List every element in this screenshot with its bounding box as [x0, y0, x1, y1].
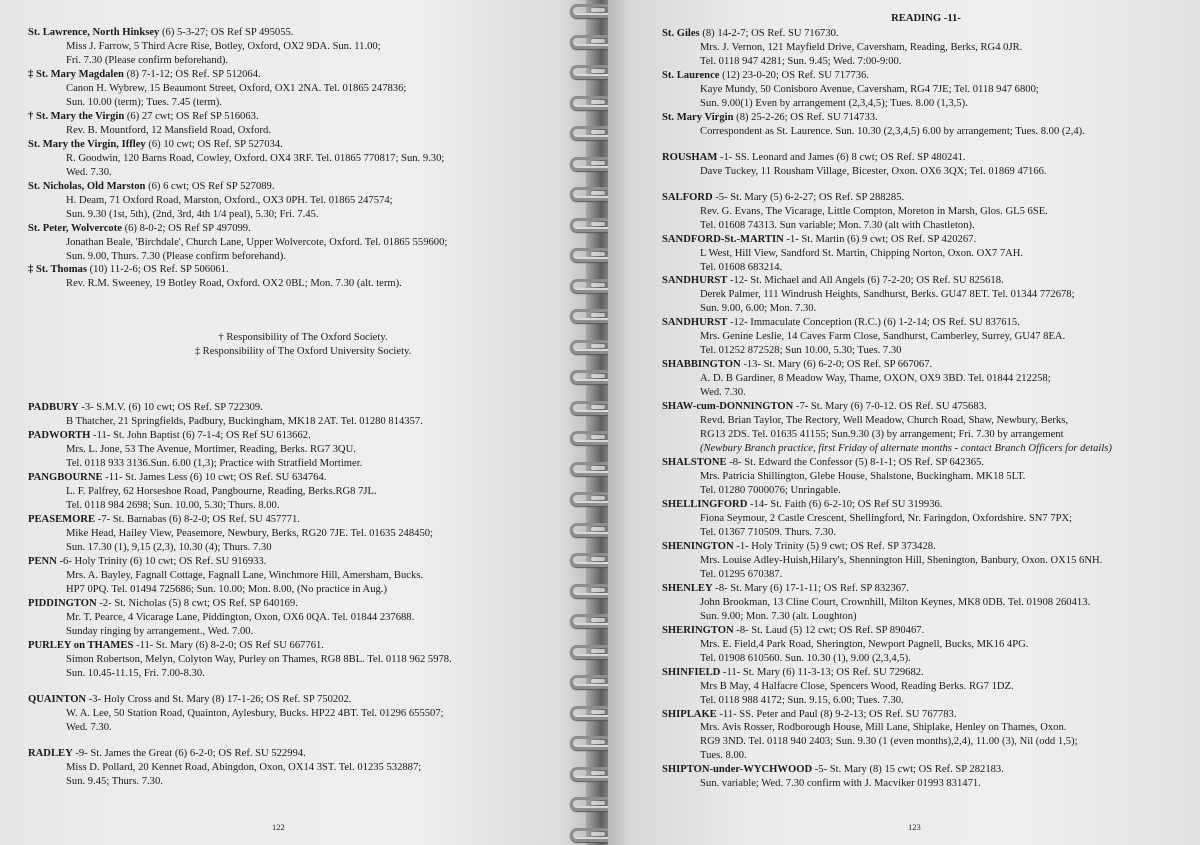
directory-entry — [28, 597, 578, 639]
contact-line: Rev. G. Evans, The Vicarage, Little Compton, Moreton in Marsh, Glos. GL5 6SE. — [700, 205, 1048, 217]
church-name: St. Nicholas, Old Marston — [28, 180, 146, 192]
contact-line: Rev. R.M. Sweeney, 19 Botley Road, Oxford. OX2 0BL; Mon. 7.30 (alt. term). — [66, 278, 402, 290]
church-details: -11- St. James Less (6) 10 cwt; OS Ref. SU 634764. — [102, 472, 327, 484]
entry-heading — [662, 763, 1190, 777]
directory-entry — [662, 191, 1190, 233]
church-name: SHERINGTON — [662, 624, 734, 636]
directory-entry — [662, 400, 1190, 456]
entry-group-p — [28, 401, 578, 680]
contact-line: Tel. 01608 683214. — [700, 261, 783, 273]
entry-heading — [662, 191, 1190, 205]
church-name: SANDFORD-St.-MARTIN — [662, 233, 784, 245]
church-details: -5- St. Mary (8) 15 cwt; OS Ref. SP 282183. — [812, 764, 1004, 776]
church-name: PENN — [28, 556, 57, 567]
contact-line: Mrs. Patricia Shillington, Glebe House, Shalstone, Buckingham. MK18 5LT. — [700, 471, 1026, 483]
directory-entry — [28, 555, 578, 597]
entry-heading — [28, 597, 578, 611]
contact-line: RG9 3ND. Tel. 0118 940 2403; Sun. 9.30 (1 (even months),2,4), 11.00 (3), Nil (odd 1,5); — [700, 736, 1078, 748]
contact-line: Tel. 0118 933 3136.Sun. 6.00 (1,3); Practice with Stratfield Mortimer. — [66, 458, 363, 470]
contact-line: Canon H. Wybrew, 15 Beaumont Street, Oxford, OX1 2NA. Tel. 01865 247836; — [66, 82, 407, 94]
page-number: 123 — [908, 821, 921, 832]
directory-entry — [662, 233, 1190, 275]
church-details: -8- St. Mary (6) 17-1-11; OS Ref. SP 832367. — [712, 582, 910, 594]
church-name: St. Laurence — [662, 69, 720, 81]
church-details: -6- Holy Trinity (6) 10 cwt; OS Ref. SU 916933. — [56, 556, 267, 567]
entry-group-reading — [662, 27, 1190, 139]
church-name: St. Peter, Wolvercote — [28, 222, 122, 234]
church-details: -3- Holy Cross and St. Mary (8) 17-1-26; OS Ref. SP 750202. — [86, 693, 352, 705]
entry-heading — [28, 401, 578, 415]
entry-heading — [28, 555, 578, 569]
church-details: -7- St. Barnabas (6) 8-2-0; OS Ref. SU 457771. — [95, 514, 300, 526]
entry-heading — [662, 151, 1190, 165]
contact-line: Mrs. E. Field,4 Park Road, Sherington, Newport Pagnell, Bucks, MK16 4PG. — [700, 638, 1029, 650]
entry-heading — [662, 540, 1190, 554]
directory-entry — [28, 138, 578, 180]
entry-heading — [28, 747, 578, 761]
church-name: St. Mary Virgin — [662, 111, 734, 123]
directory-entry — [28, 222, 578, 264]
church-name: PIDDINGTON — [28, 597, 97, 609]
church-name: SANDHURST — [662, 275, 728, 287]
contact-line: Mrs. Avis Rosser, Rodborough House, Mill Lane, Shiplake, Henley on Thames, Oxon. — [700, 722, 1067, 734]
contact-line: Kaye Mundy, 50 Conisboro Avenue, Caversham, RG4 7JE; Tel. 0118 947 6800; — [700, 83, 1039, 95]
entry-group-rousham — [662, 151, 1190, 179]
contact-line: Tel. 0118 947 4281; Sun. 9.45; Wed. 7:00-9:00. — [700, 55, 902, 67]
contact-line: Mike Head, Hailey View, Peasemore, Newbury, Berks, RG20 7JE. Tel. 01635 248450; — [66, 528, 433, 540]
church-name: ROUSHAM — [662, 151, 718, 163]
directory-entry — [662, 69, 1190, 111]
church-name: † St. Mary the Virgin — [28, 110, 125, 122]
church-name: PANGBOURNE — [28, 472, 103, 484]
church-name: SHAW-cum-DONNINGTON — [662, 401, 794, 413]
directory-entry — [28, 68, 578, 110]
church-name: SHABBINGTON — [662, 359, 741, 371]
entry-heading — [662, 111, 1190, 125]
contact-line: HP7 0PQ. Tel. 01494 725686; Sun. 10.00; Mon. 8.00, (No practice in Aug.) — [66, 583, 387, 595]
church-details: (8) 25-2-26; OS Ref. SU 714733. — [733, 111, 878, 123]
directory-entry — [662, 456, 1190, 498]
church-name: PEASEMORE — [28, 514, 96, 526]
contact-line: John Brookman, 13 Cline Court, Crownhill, Milton Keynes, MK8 0DB. Tel. 01908 260413. — [700, 596, 1091, 608]
contact-line: Tel. 01608 74313. Sun variable; Mon. 7.30 (alt with Chastleton). — [700, 219, 975, 231]
contact-line: R. Goodwin, 120 Barns Road, Cowley, Oxford. OX4 3RF. Tel. 01865 770817; Sun. 9.30; — [66, 152, 445, 164]
church-details: -7- St. Mary (6) 7-0-12. OS Ref. SU 475683. — [793, 401, 987, 413]
entry-heading — [28, 180, 578, 194]
church-details: (6) 8-0-2; OS Ref SP 497099. — [121, 222, 251, 234]
contact-line: Mr. T. Pearce, 4 Vicarage Lane, Piddington, Oxon, OX6 0QA. Tel. 01844 237688. — [66, 611, 415, 623]
entry-heading — [28, 639, 578, 653]
contact-line: Mrs. J. Vernon, 121 Mayfield Drive, Caversham, Reading, Berks, RG4 0JR. — [700, 41, 1023, 53]
contact-line: Mrs. Louise Adley-Huish,Hilary's, Shennington Hill, Shenington, Banbury, Oxon. OX15 6NH. — [700, 554, 1103, 566]
church-name: ‡ St. Mary Magdalen — [28, 68, 124, 80]
contact-line: Miss J. Farrow, 5 Third Acre Rise, Botley, Oxford, OX2 9DA. Sun. 11.00; — [66, 40, 381, 52]
contact-line: Mrs. L. Jone, 53 The Avenue, Mortimer, Reading, Berks. RG7 3QU. — [66, 444, 356, 456]
entry-heading — [662, 274, 1190, 288]
contact-line: Wed. 7.30. — [700, 387, 746, 399]
church-details: -11- St. Mary (6) 8-2-0; OS Ref SU 667761. — [133, 639, 324, 651]
entry-heading — [662, 233, 1190, 247]
contact-line: Rev. B. Mountford, 12 Mansfield Road, Oxford. — [66, 124, 271, 136]
church-details: (6) 6 cwt; OS Ref SP 527089. — [145, 180, 275, 192]
running-head: READING -11- — [891, 13, 961, 24]
note-oxford-society: † Responsibility of The Oxford Society. — [218, 332, 388, 344]
contact-line: Wed. 7.30. — [66, 166, 112, 178]
church-details: (6) 10 cwt; OS Ref. SP 527034. — [145, 138, 283, 150]
entry-heading — [662, 400, 1190, 414]
contact-line: Sun. variable; Wed. 7.30 confirm with J. Macviker 01993 831471. — [700, 778, 981, 790]
entry-heading — [28, 68, 578, 82]
directory-entry — [662, 624, 1190, 666]
directory-entry — [28, 180, 578, 222]
entry-heading — [662, 316, 1190, 330]
contact-line: L West, Hill View, Sandford St. Martin, Chipping Norton, Oxon. OX7 7AH. — [700, 247, 1024, 259]
contact-line: Tel. 01295 670387. — [700, 568, 783, 580]
directory-entry — [28, 513, 578, 555]
entry-heading — [28, 26, 578, 40]
entry-group-r — [28, 747, 578, 789]
church-details: -13- St. Mary (6) 6-2-0; OS Ref. SP 667067. — [740, 359, 933, 371]
church-name: St. Giles — [662, 27, 700, 39]
entry-group-q — [28, 693, 578, 735]
directory-entry — [28, 26, 578, 68]
church-name: St. Mary the Virgin, Iffley — [28, 138, 146, 150]
church-details: (12) 23-0-20; OS Ref. SU 717736. — [719, 69, 869, 81]
contact-line: Tel. 01367 710509. Thurs. 7.30. — [700, 526, 836, 538]
contact-line: W. A. Lee, 50 Station Road, Quainton, Aylesbury, Bucks. HP22 4BT. Tel. 01296 655507; — [66, 707, 444, 719]
church-details: (10) 11-2-6; OS Ref. SP 506061. — [86, 264, 229, 276]
contact-line: Sun. 9.45; Thurs. 7.30. — [66, 775, 163, 787]
contact-line: Sun. 9.00; Mon. 7.30 (alt. Loughton) — [700, 610, 857, 622]
church-name: St. Lawrence, North Hinksey — [28, 27, 160, 38]
contact-line: Miss D. Pollard, 20 Kennet Road, Abingdon, Oxon, OX14 3ST. Tel. 01235 532887; — [66, 761, 422, 773]
directory-entry — [28, 471, 578, 513]
church-name: SHIPTON-under-WYCHWOOD — [662, 764, 813, 776]
contact-line: Tel. 0118 988 4172; Sun. 9.15, 6.00; Tues. 7.30. — [700, 694, 904, 706]
church-name: SHELLINGFORD — [662, 498, 748, 510]
entry-heading — [28, 429, 578, 443]
church-name: QUAINTON — [28, 693, 87, 705]
contact-line: Wed. 7.30. — [66, 721, 112, 733]
entry-heading — [28, 513, 578, 527]
church-details: -9- St. James the Great (6) 6-2-0; OS Ref. SU 522994. — [72, 747, 306, 759]
branch-practice-note: (Newbury Branch practice, first Friday of alternate months - contact Branch Officers for details) — [700, 443, 1112, 455]
contact-line: Sun. 10.45-11.15, Fri. 7.00-8.30. — [66, 667, 205, 679]
contact-line: Correspondent as St. Laurence. Sun. 10.30 (2,3,4,5) 6.00 by arrangement; Tues. 8.00 (2,4). — [700, 125, 1085, 137]
contact-line: B Thatcher, 21 Springfields, Padbury, Buckingham, MK18 2AT. Tel. 01280 814357. — [66, 416, 423, 428]
directory-entry — [662, 498, 1190, 540]
entry-heading — [662, 666, 1190, 680]
church-details: -8- St. Laud (5) 12 cwt; OS Ref. SP 890467. — [733, 624, 925, 636]
church-name: SHENLEY — [662, 582, 713, 594]
church-name: PADWORTH — [28, 430, 91, 442]
directory-entry — [28, 401, 578, 429]
right-page — [608, 0, 1200, 845]
contact-line: Sun. 17.30 (1), 9,15 (2,3), 10.30 (4); Thurs. 7.30 — [66, 542, 272, 554]
entry-group-oxford — [28, 26, 578, 291]
contact-line: RG13 2DS. Tel. 01635 41155; Sun.9.30 (3) by arrangement; Fri. 7.30 by arrangement — [700, 429, 1064, 441]
entry-group-s — [662, 191, 1190, 792]
entry-heading — [28, 110, 578, 124]
directory-entry — [662, 582, 1190, 624]
contact-line: Dave Tuckey, 11 Rousham Village, Bicester, Oxon. OX6 3QX; Tel. 01869 47166. — [700, 165, 1047, 177]
directory-entry — [662, 540, 1190, 582]
contact-line: Revd. Brian Taylor, The Rectory, Well Meadow, Church Road, Shaw, Newbury, Berks, — [700, 415, 1069, 427]
contact-line: Tel. 01280 7000076; Unringable. — [700, 485, 841, 496]
directory-entry — [662, 274, 1190, 316]
entry-heading — [662, 69, 1190, 83]
church-name: SHINFIELD — [662, 666, 721, 678]
contact-line: Tel. 0118 984 2698; Sun. 10.00, 5.30; Thurs. 8.00. — [66, 500, 280, 512]
contact-line: Mrs. A. Bayley, Fagnall Cottage, Fagnall Lane, Winchmore Hill, Amersham, Bucks. — [66, 569, 424, 581]
directory-entry — [662, 316, 1190, 358]
church-details: -1- SS. Leonard and James (6) 8 cwt; OS Ref. SP 480241. — [717, 151, 966, 163]
church-details: -8- St. Edward the Confessor (5) 8-1-1; OS Ref. SP 642365. — [726, 457, 984, 469]
church-details: -1- St. Martin (6) 9 cwt; OS Ref. SP 420267. — [783, 233, 977, 245]
directory-entry — [662, 708, 1190, 764]
directory-entry — [28, 747, 578, 789]
church-name: SHIPLAKE — [662, 708, 717, 720]
church-name: SHALSTONE — [662, 457, 727, 469]
church-details: -14- St. Faith (6) 6-2-10; OS Ref SU 319936. — [747, 498, 943, 510]
church-details: -12- St. Michael and All Angels (6) 7-2-20; OS Ref. SU 825618. — [727, 275, 1004, 287]
contact-line: Tel. 01252 872528; Sun 10.00, 5.30; Tues. 7.30 — [700, 345, 902, 357]
church-details: (8) 7-1-12; OS Ref. SP 512064. — [123, 68, 261, 80]
directory-entry — [28, 110, 578, 138]
page-number: 122 — [272, 821, 285, 832]
contact-line: Tues. 8.00. — [700, 750, 747, 762]
entry-heading — [28, 138, 578, 152]
contact-line: Tel. 01908 610560. Sun. 10.30 (1), 9.00 (2,3,4,5). — [700, 652, 911, 664]
contact-line: Sun. 10.00 (term); Tues. 7.45 (term). — [66, 96, 222, 108]
contact-line: Sun. 9.00(1) Even by arrangement (2,3,4,5); Tues. 8.00 (1,3,5). — [700, 97, 968, 109]
contact-line: Sun. 9.30 (1st, 5th), (2nd, 3rd, 4th 1/4 peal), 5.30; Fri. 7.45. — [66, 208, 319, 220]
directory-entry — [662, 151, 1190, 179]
entry-heading — [662, 582, 1190, 596]
church-details: -2- St. Nicholas (5) 8 cwt; OS Ref. SP 640169. — [96, 597, 298, 609]
entry-heading — [28, 471, 578, 485]
entry-heading — [662, 498, 1190, 512]
directory-entry — [662, 358, 1190, 400]
church-name: SHENINGTON — [662, 540, 734, 552]
entry-heading — [662, 708, 1190, 722]
entry-heading — [28, 222, 578, 236]
society-notes — [28, 331, 578, 359]
contact-line: H. Deam, 71 Oxford Road, Marston, Oxford., OX3 0PH. Tel. 01865 247574; — [66, 194, 393, 206]
church-details: -11- SS. Peter and Paul (8) 9-2-13; OS Ref. SU 767783. — [716, 708, 957, 720]
directory-entry — [28, 429, 578, 471]
directory-entry — [662, 111, 1190, 139]
contact-line: L. F. Palfrey, 62 Horseshoe Road, Pangbourne, Reading, Berks.RG8 7JL. — [66, 486, 377, 498]
church-name: PADBURY — [28, 402, 79, 414]
contact-line: A. D. B Gardiner, 8 Meadow Way, Thame, OXON, OX9 3BD. Tel. 01844 212258; — [700, 373, 1051, 385]
church-details: -11- St. Mary (6) 11-3-13; OS Ref. SU 729682. — [720, 666, 924, 678]
directory-entry — [28, 639, 578, 681]
directory-entry — [662, 27, 1190, 69]
church-details: (6) 5-3-27; OS Ref SP 495055. — [159, 27, 294, 38]
church-name: SANDHURST — [662, 317, 728, 329]
contact-line: Mrs B May, 4 Halfacre Close, Spencers Wood, Reading Berks. RG7 1DZ. — [700, 680, 1014, 692]
directory-entry — [28, 693, 578, 735]
left-page — [0, 0, 592, 845]
church-details: -3- S.M.V. (6) 10 cwt; OS Ref. SP 722309. — [78, 402, 263, 414]
church-name: RADLEY — [28, 747, 73, 759]
contact-line: Sun. 9.00, Thurs. 7.30 (Please confirm beforehand). — [66, 250, 286, 262]
contact-line: Derek Palmer, 111 Windrush Heights, Sandhurst, Berks. GU47 8ET. Tel. 01344 772678; — [700, 289, 1075, 301]
contact-line: Fiona Seymour, 2 Castle Crescent, Shellingford, Nr. Faringdon, Oxfordshire. SN7 7PX; — [700, 512, 1073, 524]
entry-heading — [662, 456, 1190, 470]
church-details: -11- St. John Baptist (6) 7-1-4; OS Ref SU 613662. — [90, 430, 311, 442]
entry-heading — [28, 263, 578, 277]
directory-entry — [28, 263, 578, 291]
church-name: ‡ St. Thomas — [28, 264, 87, 276]
entry-heading — [662, 358, 1190, 372]
church-name: SALFORD — [662, 191, 713, 203]
contact-line: Simon Robertson, Melyn, Colyton Way, Purley on Thames, RG8 8BL. Tel. 0118 962 5978. — [66, 653, 452, 665]
church-details: -12- Immaculate Conception (R.C.) (6) 1-2-14; OS Ref. SU 837615. — [727, 317, 1020, 329]
entry-heading — [28, 693, 578, 707]
contact-line: Jonathan Beale, 'Birchdale', Church Lane, Upper Wolvercote, Oxford. Tel. 01865 559600; — [66, 236, 448, 248]
entry-heading — [662, 624, 1190, 638]
church-name: PURLEY on THAMES — [28, 639, 134, 651]
directory-entry — [662, 763, 1190, 791]
contact-line: Sunday ringing by arrangement., Wed. 7.00. — [66, 625, 254, 637]
church-details: -5- St. Mary (5) 6-2-27; OS Ref. SP 288285. — [712, 191, 905, 203]
contact-line: Sun. 9.00, 6.00; Mon. 7.30. — [700, 303, 817, 315]
contact-line: Fri. 7.30 (Please confirm beforehand). — [66, 54, 229, 66]
church-details: -1- Holy Trinity (5) 9 cwt; OS Ref. SP 373428. — [733, 540, 936, 552]
church-details: (8) 14-2-7; OS Ref. SU 716730. — [699, 27, 839, 39]
note-university-society: ‡ Responsibility of The Oxford University Society. — [194, 346, 412, 358]
entry-heading — [662, 27, 1190, 41]
directory-entry — [662, 666, 1190, 708]
contact-line: Mrs. Genine Leslie, 14 Caves Farm Close, Sandhurst, Camberley, Surrey, GU47 8EA. — [700, 331, 1066, 343]
church-details: (6) 27 cwt; OS Ref SP 516063. — [124, 110, 259, 122]
